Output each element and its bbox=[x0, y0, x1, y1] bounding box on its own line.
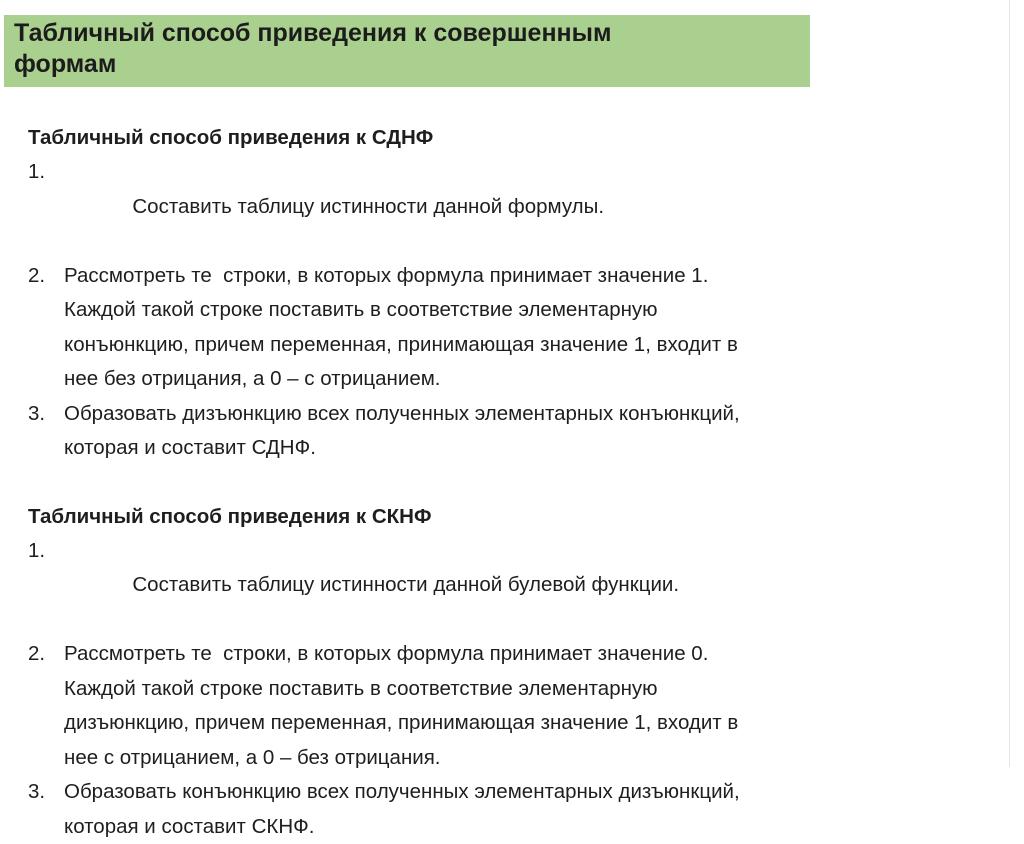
text-line: дизъюнкцию, причем переменная, принимающая значение 1, входит в bbox=[64, 711, 738, 734]
text-line: Каждой такой строке поставить в соответствие элементарную bbox=[64, 677, 658, 700]
list-item-text bbox=[64, 637, 988, 775]
steps-list bbox=[28, 534, 988, 844]
list-number: 1. bbox=[28, 155, 64, 259]
text-line: Рассмотреть те строки, в которых формула принимает значение 1. bbox=[64, 264, 708, 287]
list-item-text bbox=[64, 155, 988, 259]
list-item bbox=[28, 155, 988, 259]
text-line: Образовать конъюнкцию всех полученных элементарных дизъюнкций, bbox=[64, 780, 740, 803]
text-line: конъюнкцию, причем переменная, принимающая значение 1, входит в bbox=[64, 333, 738, 356]
list-number: 2. bbox=[28, 637, 64, 775]
section-heading: Табличный способ приведения к СКНФ bbox=[28, 500, 988, 534]
text-line: Образовать дизъюнкцию всех полученных элементарных конъюнкций, bbox=[64, 402, 740, 425]
slide-content bbox=[28, 121, 988, 844]
list-number: 1. bbox=[28, 534, 64, 638]
list-item bbox=[28, 637, 988, 775]
list-item bbox=[28, 397, 988, 466]
list-item bbox=[28, 534, 988, 638]
text-line: которая и составит СКНФ. bbox=[64, 815, 314, 838]
list-item-text bbox=[64, 397, 988, 466]
text-line: Составить таблицу истинности данной формулы. bbox=[132, 195, 604, 218]
list-item-text bbox=[64, 775, 988, 844]
text-line: нее с отрицанием, а 0 – без отрицания. bbox=[64, 746, 441, 769]
steps-list bbox=[28, 155, 988, 466]
section-spacer bbox=[28, 466, 988, 500]
section-heading: Табличный способ приведения к СДНФ bbox=[28, 121, 988, 155]
text-line: Каждой такой строке поставить в соответствие элементарную bbox=[64, 298, 658, 321]
list-item bbox=[28, 259, 988, 397]
text-line: нее без отрицания, а 0 – с отрицанием. bbox=[64, 367, 441, 390]
list-item bbox=[28, 775, 988, 844]
slide-title-line-2: формам bbox=[14, 49, 800, 80]
section-sknf bbox=[28, 500, 988, 844]
list-item-text bbox=[64, 534, 988, 638]
text-line: Составить таблицу истинности данной булевой функции. bbox=[132, 573, 679, 596]
title-banner bbox=[4, 15, 810, 87]
slide-edge-divider bbox=[1009, 0, 1010, 767]
slide-title-line-1: Табличный способ приведения к совершенным bbox=[14, 18, 800, 49]
list-number: 3. bbox=[28, 397, 64, 466]
list-number: 3. bbox=[28, 775, 64, 844]
text-line: которая и составит СДНФ. bbox=[64, 436, 316, 459]
list-number: 2. bbox=[28, 259, 64, 397]
list-item-text bbox=[64, 259, 988, 397]
text-line: Рассмотреть те строки, в которых формула принимает значение 0. bbox=[64, 642, 708, 665]
section-sdnf bbox=[28, 121, 988, 466]
